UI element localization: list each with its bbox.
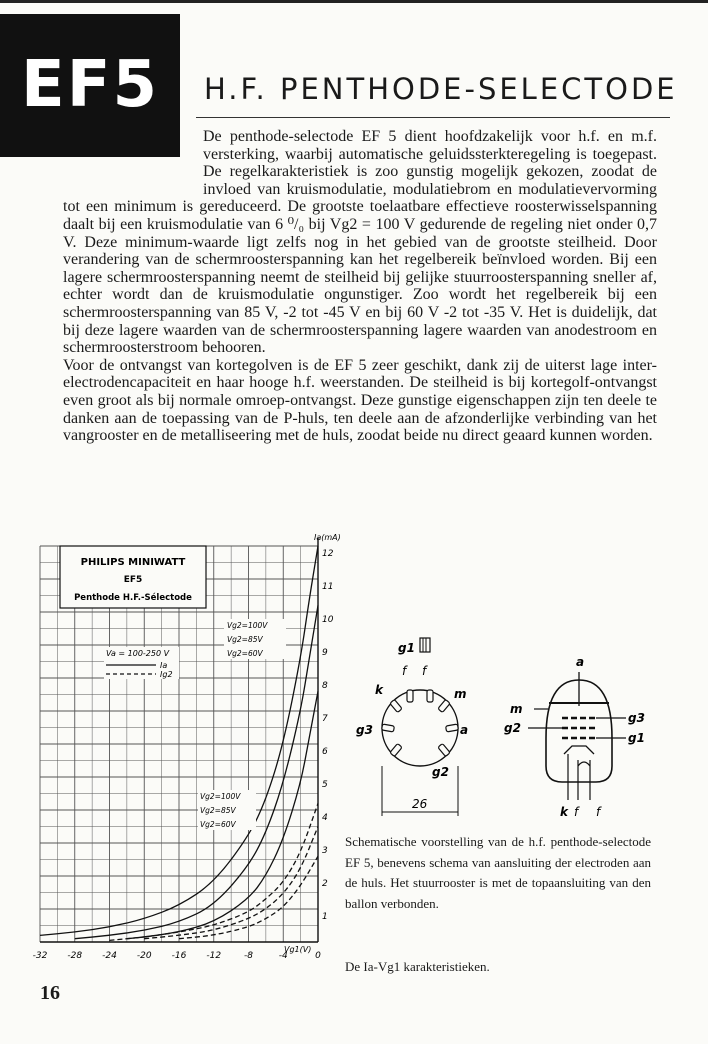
legend-va: Va = 100-250 V xyxy=(106,649,170,658)
cathode xyxy=(564,746,594,754)
base-view xyxy=(356,638,468,816)
label-bottom-100: Vg2=100V xyxy=(200,792,241,801)
schema-label-a: a xyxy=(576,655,585,669)
chart-box-desc: Penthode H.F.-Sélectode xyxy=(74,593,192,603)
base-label-m: m xyxy=(454,687,467,701)
x-tick-label: -20 xyxy=(136,951,152,961)
diagram-caption: Schematische voorstelling van de h.f. penthode-selectode EF 5, benevens schema van aansluiting der electroden aan de huls. Het stuurrooster is met de topaansluiting van den ballon verbonden. xyxy=(345,834,651,911)
chart-box-brand: PHILIPS MINIWATT xyxy=(80,557,186,568)
y-tick-label: 2 xyxy=(322,879,328,889)
schema-label-m: m xyxy=(510,702,523,716)
top-cap-icon xyxy=(420,638,430,652)
schema-label-g1: g1 xyxy=(628,731,645,745)
schema-label-f-right: f xyxy=(596,805,601,819)
y-tick-label: 4 xyxy=(322,813,328,823)
heater xyxy=(578,762,590,766)
y-tick-label: 5 xyxy=(322,780,328,790)
base-label-k: k xyxy=(375,683,383,697)
tube-type-badge: EF5 xyxy=(0,14,180,157)
base-pins xyxy=(382,690,459,757)
base-label-g3: g3 xyxy=(356,723,373,737)
x-tick-label: -12 xyxy=(206,951,222,961)
page-title: H.F. PENTHODE-SELECTODE xyxy=(204,72,678,106)
base-label-f-right: f xyxy=(422,664,427,678)
tube-schema xyxy=(504,655,645,819)
schema-label-g2: g2 xyxy=(504,721,521,735)
figure-float-spacer xyxy=(357,518,657,519)
schema-label-g3: g3 xyxy=(628,711,645,725)
label-bottom-60: Vg2=60V xyxy=(200,820,236,829)
base-label-g2: g2 xyxy=(432,765,449,779)
x-tick-label: -4 xyxy=(278,951,288,961)
body-text xyxy=(63,128,657,519)
y-axis-label: Ia(mA) xyxy=(314,533,341,542)
label-top-85: Vg2=85V xyxy=(227,635,263,644)
paragraph-1: De penthode-selectode EF 5 dient hoofdzakelijk voor h.f. en m.f. versterking, waarbij automatische geluidssterkteregeling is toegepast. De regelkarakteristiek is zoo gunstig mogelijk gekozen, zoodat de invloed van kruismodulatie, modulatiebrom en modulatievervorming tot een minimum is gereduceerd. De grootste toelaatbare effectieve roosterwisselspanning daalt bij een kruismodulatie van 6 ⁰/₀ bij Vg2 = 100 V gedurende de regeling niet onder 0,7 V. Deze minimum-waarde ligt zelfs nog in het gebied van de grootste steilheid. Door verandering van de schermroosterspanning kan het regelbereik beïnvloed worden. Bij een lagere schermroosterspanning neemt de steilheid bij gelijke stuurroosterspanning sneller af, echter wordt dan de kruismodulatie ongunstiger. Zoo wordt het regelbereik bij een schermroosterspanning van 85 V, -2 tot -45 V en bij 60 V -2 tot -35 V. Het is duidelijk, dat bij deze lagere waarden van de schermroosterspanning lagere waarden van anodestroom en schermroosterstroom behooren. xyxy=(63,128,657,357)
y-tick-label: 9 xyxy=(322,648,328,658)
y-tick-label: 12 xyxy=(322,549,334,559)
badge-float-spacer xyxy=(63,128,203,185)
label-bottom-85: Vg2=85V xyxy=(200,806,236,815)
x-tick-label: -28 xyxy=(67,951,83,961)
chart-caption: De Ia-Vg1 karakteristieken. xyxy=(345,959,490,974)
legend-ig2: Ig2 xyxy=(160,670,173,679)
x-tick-label: -32 xyxy=(32,951,48,961)
base-label-f-left: f xyxy=(402,664,407,678)
x-axis-label: Vg1(V) xyxy=(284,945,312,954)
chart-box-type: EF5 xyxy=(123,575,143,585)
label-top-60: Vg2=60V xyxy=(227,649,263,658)
x-tick-label: -24 xyxy=(102,951,117,961)
label-top-100: Vg2=100V xyxy=(227,621,268,630)
chart-ticks xyxy=(33,549,334,961)
page-number: 16 xyxy=(40,982,60,1004)
y-tick-label: 11 xyxy=(322,582,334,592)
schema-label-f-left: f xyxy=(574,805,579,819)
ia-vg1-chart xyxy=(18,524,348,984)
y-tick-label: 1 xyxy=(322,912,328,922)
base-dimension: 26 xyxy=(412,797,428,811)
schema-label-k: k xyxy=(560,805,568,819)
anode-plate xyxy=(549,702,609,704)
y-tick-label: 8 xyxy=(322,681,328,691)
top-rule xyxy=(0,0,708,3)
x-tick-label: -16 xyxy=(171,951,187,961)
x-tick-label: -8 xyxy=(244,951,253,961)
base-label-a: a xyxy=(460,723,469,737)
y-tick-label: 10 xyxy=(322,615,334,625)
y-tick-label: 3 xyxy=(322,846,328,856)
paragraph-2: Voor de ontvangst van kortegolven is de EF 5 zeer geschikt, dank zij de uiterst lage inter-electrodencapaciteit en haar hooge h.f. weerstanden. De steilheid is bij kortegolf-ontvangst even groot als bij normale omroep-ontvangst. Deze gunstige eigenschappen zijn ten deele te danken aan de toepassing van de P-huls, ten deele aan de afzonderlijke verbinding van het vangrooster en de metalliseering met de huls, zoodat beide nu direct geaard kunnen worden. xyxy=(63,356,657,445)
y-tick-label: 7 xyxy=(322,714,328,724)
x-tick-label: 0 xyxy=(315,951,321,961)
y-tick-label: 6 xyxy=(322,747,328,757)
title-rule xyxy=(196,117,670,118)
base-label-g1: g1 xyxy=(398,641,415,655)
legend-ia: Ia xyxy=(160,661,168,670)
base-connection-diagram xyxy=(350,630,670,825)
